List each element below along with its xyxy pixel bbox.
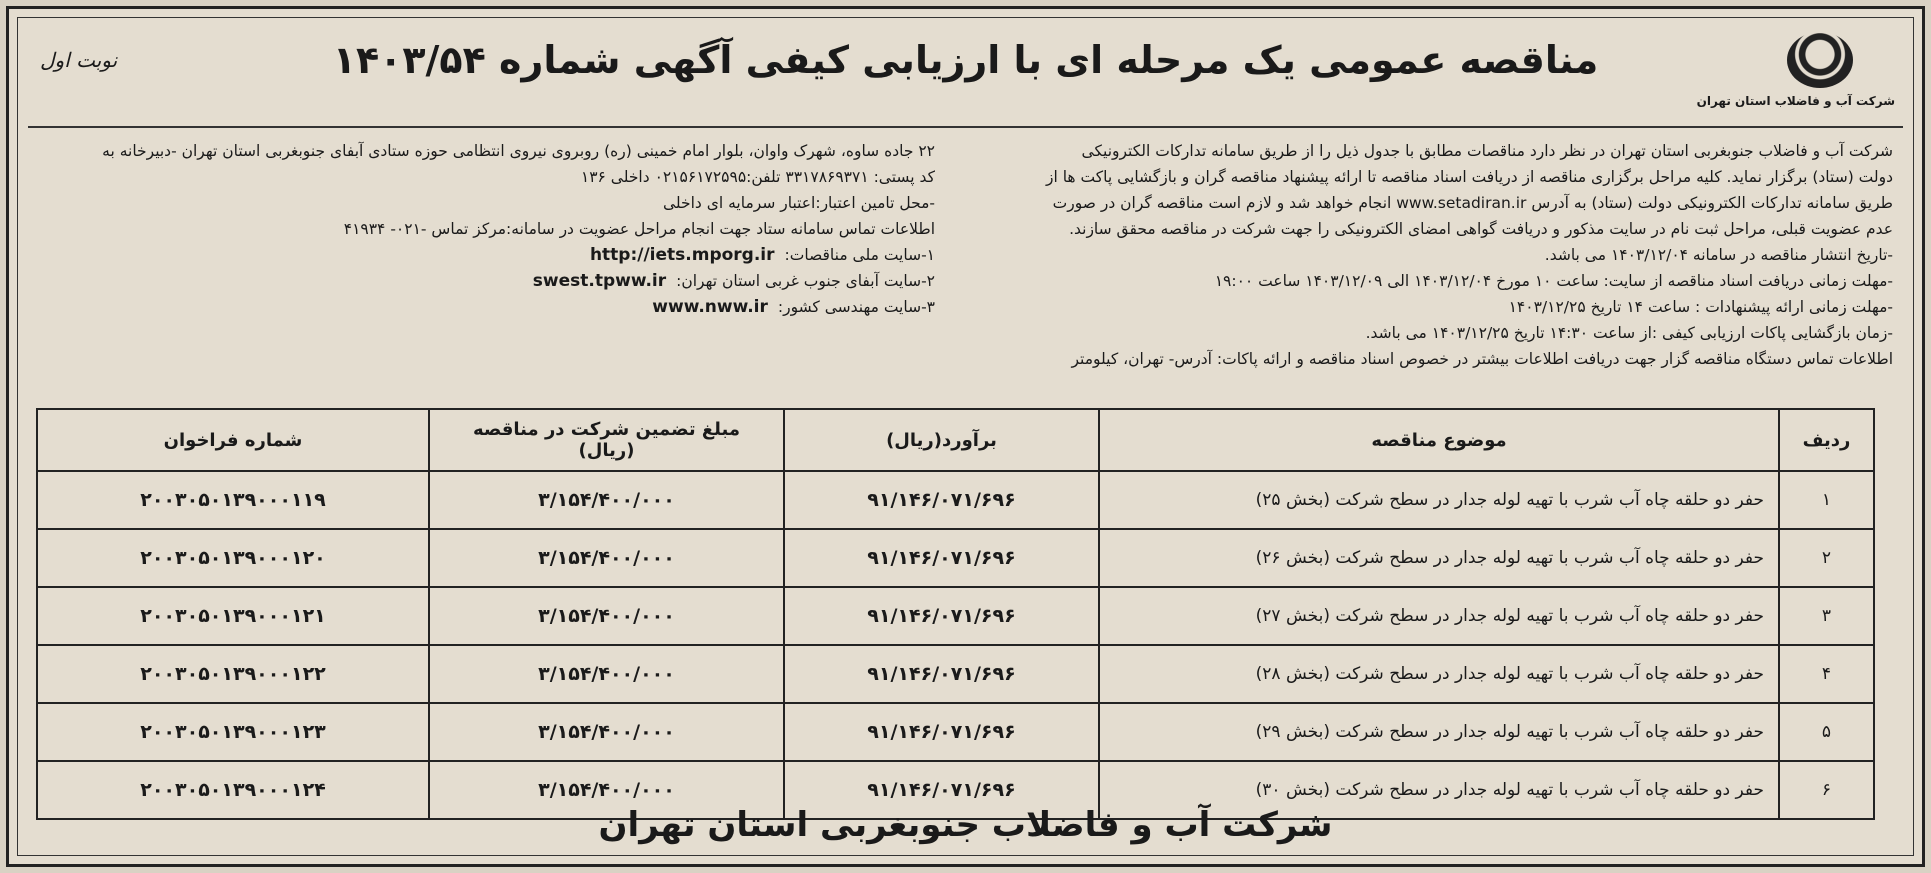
col-header-subject: موضوع مناقصه	[1099, 409, 1779, 471]
table-row	[37, 703, 1874, 761]
tender-subject: حفر دو حلقه چاه آب شرب با تهیه لوله جدار در سطح شرکت (بخش ۲۹)	[1099, 703, 1779, 761]
site-url: swest.tpww.ir	[532, 271, 667, 291]
intro-line: دولت (ستاد) برگزار نماید. کلیه مراحل برگزاری مناقصه از دریافت اسناد مناقصه تا ارائه پیشنهاد مناقصه گران و بازگشایی پاکت ها از	[1045, 168, 1893, 186]
notice-frame	[17, 17, 1914, 856]
guarantee-amount: ۳/۱۵۴/۴۰۰/۰۰۰	[429, 471, 784, 529]
row-number: ۴	[1779, 645, 1874, 703]
logo-caption: شرکت آب و فاضلاب استان تهران	[1696, 94, 1895, 108]
row-number: ۶	[1779, 761, 1874, 819]
call-number: ۲۰۰۳۰۵۰۱۳۹۰۰۰۱۱۹	[37, 471, 429, 529]
contact-line: کد پستی: ۳۳۱۷۸۶۹۳۷۱ تلفن:۰۲۱۵۶۱۷۲۵۹۵ داخلی ۱۳۶	[580, 168, 935, 186]
tender-subject: حفر دو حلقه چاه آب شرب با تهیه لوله جدار در سطح شرکت (بخش ۲۷)	[1099, 587, 1779, 645]
contact-line: اطلاعات تماس سامانه ستاد جهت انجام مراحل عضویت در سامانه:مرکز تماس -۰۲۱- ۴۱۹۳۴	[343, 220, 935, 238]
table-row	[37, 529, 1874, 587]
estimate-amount: ۹۱/۱۴۶/۰۷۱/۶۹۶	[784, 645, 1099, 703]
row-number: ۱	[1779, 471, 1874, 529]
guarantee-amount: ۳/۱۵۴/۴۰۰/۰۰۰	[429, 703, 784, 761]
site-label: ۲-سایت آبفای جنوب غربی استان تهران:	[676, 272, 935, 290]
col-header-call-number: شماره فراخوان	[37, 409, 429, 471]
site-url: http://iets.mporg.ir	[589, 245, 775, 265]
estimate-amount: ۹۱/۱۴۶/۰۷۱/۶۹۶	[784, 587, 1099, 645]
table-row	[37, 471, 1874, 529]
col-header-estimate: برآورد(ریال)	[784, 409, 1099, 471]
call-number: ۲۰۰۳۰۵۰۱۳۹۰۰۰۱۲۳	[37, 703, 429, 761]
contact-line: -محل تامین اعتبار:اعتبار سرمایه ای داخلی	[662, 194, 935, 212]
intro-line: شرکت آب و فاضلاب جنوبغربی استان تهران در نظر دارد مناقصات مطابق با جدول ذیل را از طریق سامانه تدارکات الکترونیکی	[1081, 142, 1893, 160]
estimate-amount: ۹۱/۱۴۶/۰۷۱/۶۹۶	[784, 471, 1099, 529]
table-row	[37, 587, 1874, 645]
intro-line: اطلاعات تماس دستگاه مناقصه گزار جهت دریافت اطلاعات بیشتر در خصوص اسناد مناقصه و ارائه پاکات: آدرس- تهران، کیلومتر	[1071, 350, 1893, 368]
intro-line: -مهلت زمانی ارائه پیشنهادات : ساعت ۱۴ تاریخ ۱۴۰۳/۱۲/۲۵	[1508, 298, 1893, 316]
contact-line: ۲۲ جاده ساوه، شهرک واوان، بلوار امام خمینی (ره) روبروی نیروی انتظامی حوزه ستادی آبفای جنوبغربی استان تهران -دبیرخانه به	[102, 142, 935, 160]
call-number: ۲۰۰۳۰۵۰۱۳۹۰۰۰۱۲۲	[37, 645, 429, 703]
estimate-amount: ۹۱/۱۴۶/۰۷۱/۶۹۶	[784, 703, 1099, 761]
intro-line: عدم عضویت قبلی، مراحل ثبت نام در سایت مذکور و دریافت گواهی امضای الکترونیکی را جهت شرکت در مناقصه محقق سازند.	[1069, 220, 1893, 238]
site-entry	[40, 294, 935, 320]
row-number: ۳	[1779, 587, 1874, 645]
footer-signature: شرکت آب و فاضلاب جنوبغربی استان تهران	[598, 805, 1333, 845]
call-number: ۲۰۰۳۰۵۰۱۳۹۰۰۰۱۲۱	[37, 587, 429, 645]
site-url: www.nww.ir	[652, 297, 768, 317]
tender-table	[36, 408, 1875, 820]
col-header-row-number: ردیف	[1779, 409, 1874, 471]
tender-subject: حفر دو حلقه چاه آب شرب با تهیه لوله جدار در سطح شرکت (بخش ۳۰)	[1099, 761, 1779, 819]
contact-text	[40, 138, 935, 320]
water-drop-icon	[1787, 32, 1853, 88]
company-logo	[1696, 32, 1895, 127]
site-label: ۱-سایت ملی مناقصات:	[784, 246, 935, 264]
intro-text	[918, 138, 1893, 372]
guarantee-amount: ۳/۱۵۴/۴۰۰/۰۰۰	[429, 529, 784, 587]
guarantee-amount: ۳/۱۵۴/۴۰۰/۰۰۰	[429, 645, 784, 703]
edition-label: نوبت اول	[40, 48, 118, 72]
estimate-amount: ۹۱/۱۴۶/۰۷۱/۶۹۶	[784, 761, 1099, 819]
tender-subject: حفر دو حلقه چاه آب شرب با تهیه لوله جدار در سطح شرکت (بخش ۲۸)	[1099, 645, 1779, 703]
row-number: ۲	[1779, 529, 1874, 587]
guarantee-amount: ۳/۱۵۴/۴۰۰/۰۰۰	[429, 761, 784, 819]
table-row	[37, 645, 1874, 703]
guarantee-amount: ۳/۱۵۴/۴۰۰/۰۰۰	[429, 587, 784, 645]
intro-line: -تاریخ انتشار مناقصه در سامانه ۱۴۰۳/۱۲/۰۴ می باشد.	[1544, 246, 1893, 264]
tender-notice	[6, 6, 1925, 867]
col-header-guarantee: مبلغ تضمین شرکت در مناقصه (ریال)	[429, 409, 784, 471]
estimate-amount: ۹۱/۱۴۶/۰۷۱/۶۹۶	[784, 529, 1099, 587]
tender-subject: حفر دو حلقه چاه آب شرب با تهیه لوله جدار در سطح شرکت (بخش ۲۵)	[1099, 471, 1779, 529]
intro-line: طریق سامانه تدارکات الکترونیکی دولت (ستاد) به آدرس www.setadiran.ir انجام خواهد شد و لازم است مناقصه گران در صورت	[1052, 194, 1893, 212]
call-number: ۲۰۰۳۰۵۰۱۳۹۰۰۰۱۲۰	[37, 529, 429, 587]
site-entry	[40, 268, 935, 294]
header-divider	[28, 126, 1903, 128]
site-label: ۳-سایت مهندسی کشور:	[777, 298, 935, 316]
row-number: ۵	[1779, 703, 1874, 761]
tender-subject: حفر دو حلقه چاه آب شرب با تهیه لوله جدار در سطح شرکت (بخش ۲۶)	[1099, 529, 1779, 587]
site-entry	[40, 242, 935, 268]
table-header-row	[37, 409, 1874, 471]
notice-title: مناقصه عمومی یک مرحله ای با ارزیابی کیفی آگهی شماره ۱۴۰۳/۵۴	[332, 38, 1599, 82]
intro-line: -زمان بازگشایی پاکات ارزیابی کیفی :از ساعت ۱۴:۳۰ تاریخ ۱۴۰۳/۱۲/۲۵ می باشد.	[1365, 324, 1893, 342]
call-number: ۲۰۰۳۰۵۰۱۳۹۰۰۰۱۲۴	[37, 761, 429, 819]
intro-line: -مهلت زمانی دریافت اسناد مناقصه از سایت: ساعت ۱۰ مورخ ۱۴۰۳/۱۲/۰۴ الی ۱۴۰۳/۱۲/۰۹ ساعت ۱۹:۰۰	[1214, 272, 1893, 290]
